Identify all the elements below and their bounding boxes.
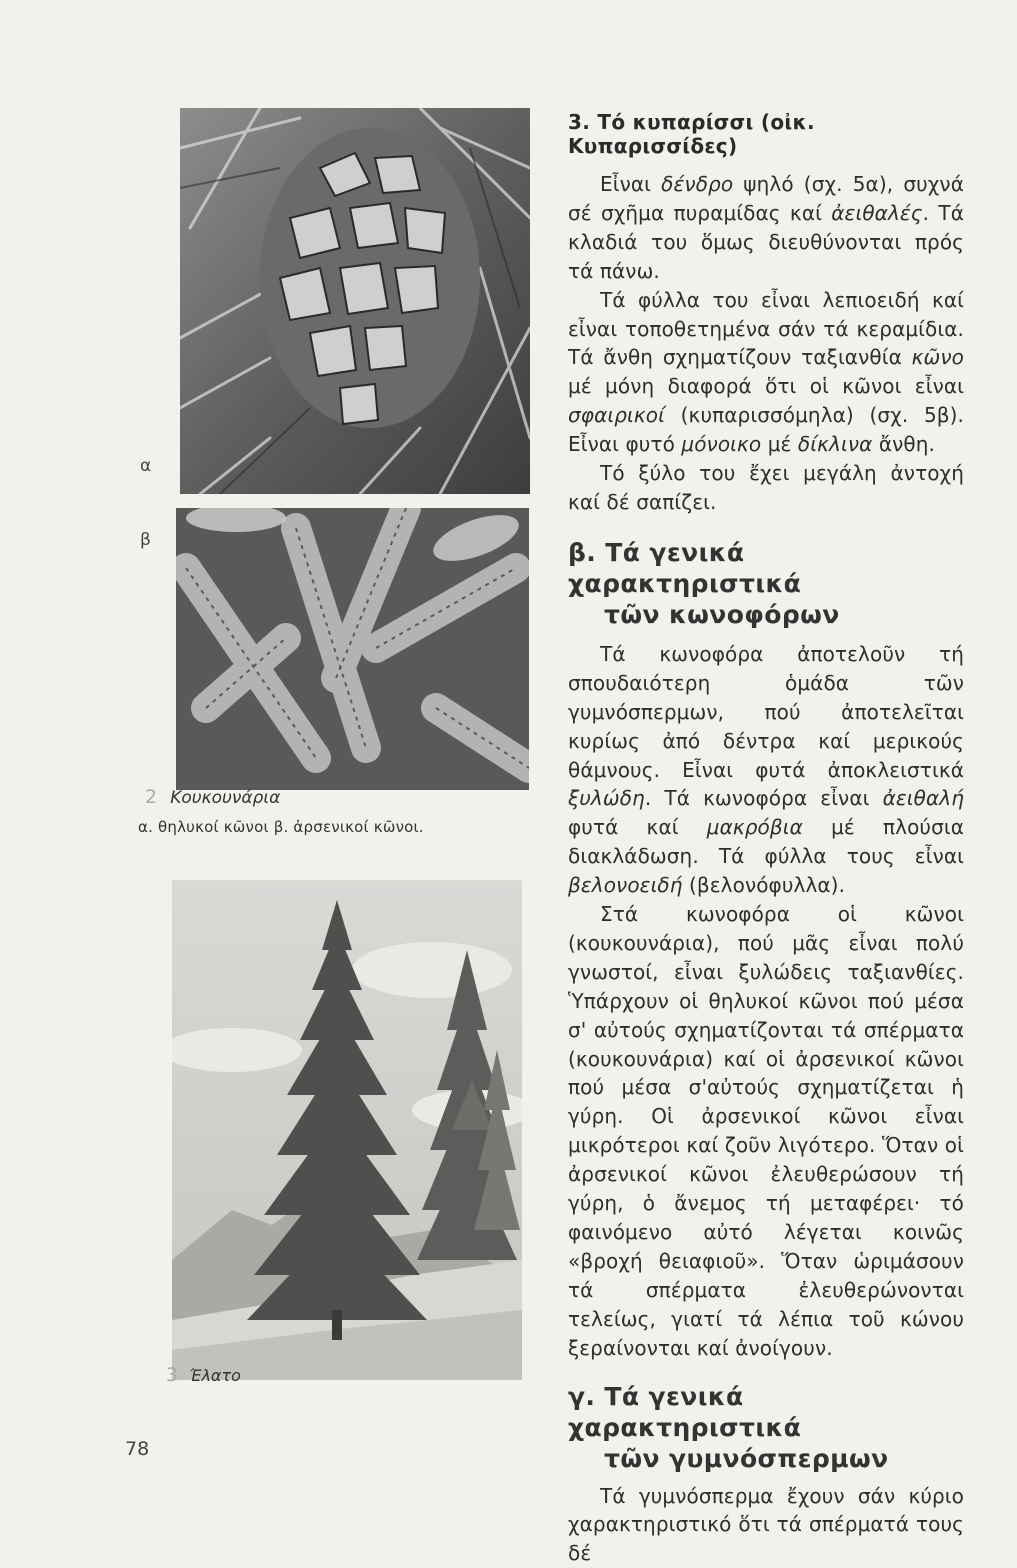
figure-2-title: Κουκουνάρια: [170, 788, 281, 808]
section-3-heading: 3. Τό κυπαρίσσι (οἰκ. Κυπαρισσίδες): [568, 110, 815, 158]
section-3-paragraph-2: Τά φύλλα του εἶναι λεπιοειδή καί εἶναι τοποθετημένα σάν τά κεραμίδια. Τά ἄνθη σχηματίζουν ταξιανθία κῶνο μέ μόνη διαφορά ὅτι οἱ κῶνοι εἶναι σφαιρικοί (κυπαρισσόμηλα) (σχ. 5β). Εἶναι φυτό μόνοικο μέ δίκλινα ἄνθη.: [568, 287, 964, 457]
figure-3-caption: [166, 1364, 366, 1386]
illustration-fir-tree: [172, 880, 522, 1380]
photo-female-cones: [180, 108, 530, 494]
photo-a-letter: α: [140, 456, 152, 476]
section-b-paragraph-2: Στά κωνοφόρα οἱ κῶνοι (κουκουνάρια), πού μᾶς εἶναι πολύ γνωστοί, εἶναι ξυλώδεις ταξιανθίες. Ὑπάρχουν οἱ θηλυκοί κῶνοι πού μέσα σ' αὐτούς σχηματίζονται τά σπέρματα (κουκουνάρια) καί οἱ ἀρσενικοί κῶνοι πού μέσα σ'αὐτούς σχηματίζεται ἡ γύρη. Οἱ ἀρσενικοί κῶνοι εἶναι μικρότεροι καί ζοῦν λιγότερο. Ὅταν οἱ ἀρσενικοί κῶνοι ἐλευθερώσουν τή γύρη, ὁ ἄνεμος τή μεταφέρει· τό φαινόμενο αὐτό λέγεται κοινῶς «βροχή θειαφιοῦ». Ὅταν ὡριμάσουν τά σπέρματα ἐλευθερώνονται τελείως, γιατί τά λέπια τοῦ κώνου ξεραίνονται καί ἀνοίγουν.: [568, 902, 964, 1360]
figure-2-caption: [145, 786, 505, 808]
photo-b-letter: β: [140, 530, 151, 550]
section-3-paragraph-1: Εἶναι δένδρο ψηλό (σχ. 5α), συχνά σέ σχῆμα πυραμίδας καί ἀειθαλές. Τά κλαδιά του ὅμως διευθύνονται πρός τά πάνω.: [568, 172, 964, 283]
page-number: 78: [125, 1438, 150, 1460]
text-column: [568, 110, 964, 1568]
figure-2-number: 2: [145, 786, 158, 808]
section-3-paragraph-3: Τό ξύλο του ἔχει μεγάλη ἀντοχή καί δέ σαπίζει.: [568, 461, 964, 514]
section-g-paragraph-1: Τά γυμνόσπερμα ἔχουν σάν κύριο χαρακτηριστικό ὅτι τά σπέρματά τους δέ: [568, 1483, 964, 1566]
figure-2-subtitle: α. θηλυκοί κῶνοι β. ἀρσενικοί κῶνοι.: [138, 818, 424, 836]
section-b-title: β. Τά γενικά χαρακτηριστικά τῶν κωνοφόρων: [568, 537, 840, 629]
section-g-title: γ. Τά γενικά χαρακτηριστικά τῶν γυμνόσπερμων: [568, 1381, 889, 1473]
photo-male-cones: [176, 508, 529, 790]
section-b-paragraph-1: Τά κωνοφόρα ἀποτελοῦν τή σπουδαιότερη ὁμάδα τῶν γυμνόσπερμων, πού ἀποτελεῖται κυρίως ἀπό δέντρα καί μερικούς θάμνους. Εἶναι φυτά ἀποκλειστικά ξυλώδη. Τά κωνοφόρα εἶναι ἀειθαλή φυτά καί μακρόβια μέ πλούσια διακλάδωση. Τά φύλλα τους εἶναι βελονοειδή (βελονόφυλλα).: [568, 641, 964, 898]
figure-3-number: 3: [166, 1364, 179, 1386]
figure-3-title: Έλατο: [189, 1366, 241, 1385]
